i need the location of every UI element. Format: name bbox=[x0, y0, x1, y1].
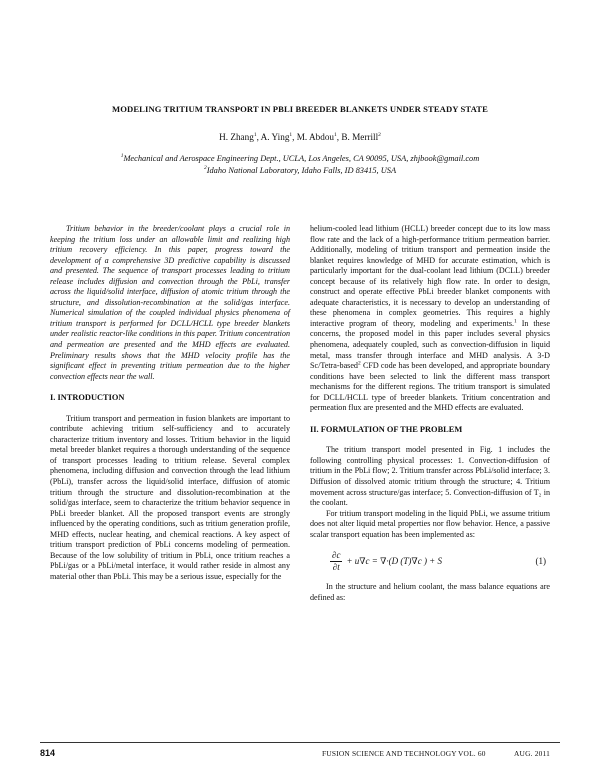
affiliation-text: Idaho National Laboratory, Idaho Falls, ID 83415, USA bbox=[206, 166, 397, 175]
equation-1 bbox=[330, 548, 550, 574]
affiliation-text: Mechanical and Aerospace Engineering Dept., UCLA, Los Angeles, CA 90095, USA, zhjbook@gmail.com bbox=[123, 154, 480, 163]
affiliation-mark: 1 bbox=[253, 131, 257, 138]
footer-divider bbox=[40, 742, 560, 743]
equation-fraction bbox=[330, 550, 342, 573]
author-name: H. Zhang bbox=[219, 132, 254, 142]
affiliation-2 bbox=[40, 166, 560, 175]
journal-date: AUG. 2011 bbox=[514, 749, 551, 758]
introduction-paragraph: Tritium transport and permeation in fusion blankets are important to contribute achieving tritium self-sufficiency and to accurately characterize tritium inventory and losses. Tritium behavior in the liquid metal breeder blanket requires a thorough understanding of the sequence of transport processes leading to tritium release. Several complex phenomena, including diffusion and convection through the lead lithium (PbLi), transfer across the liquid/solid interface, diffusion of atomic tritium through the structure and dissolution-recombination at the solid/gas interface, seem to characterize the tritium behavior sequence in PbLi breeder blanket. All the proposed transport events are strongly influenced by the operating conditions, such as tritium generation profile, MHD effects, nuclear heating, and chemical reactions. A key aspect of tritium transport prediction of PbLi concerns modeling of permeation. Because of the low solubility of tritium in PbLi, once tritium reaches a PbLi/gas or a PbLi/metal interface, it would rather reside in almost any material other than PbLi. This may be a serious issue, especially for the bbox=[50, 413, 290, 581]
journal-name: FUSION SCIENCE AND TECHNOLOGY bbox=[322, 749, 457, 758]
page-number: 814 bbox=[40, 748, 56, 758]
affiliation-mark: 2 bbox=[203, 165, 207, 172]
author-list: H. Zhang$^1$, A. Ying$^1$, M. Abdou$^1$, B. Merrill$^2$ bbox=[219, 131, 381, 142]
formulation-paragraph: The tritium transport model presented in Fig. 1 includes the following controlling physical processes: 1. Convection-diffusion of tritium in the PbLi flow; 2. Tritium transfer across PbLi/solid interface; 3. Diffusion of dissolved atomic tritium through the structure; 4. Tritium movement across structure/gas interface; 5. Convection-diffusion of T₂ in the coolant. bbox=[310, 445, 550, 508]
paragraph-text: helium-cooled lead lithium (HCLL) breeder concept due to its low mass flow rate and the lack of a high-performance tritium permeation barrier. Additionally, modeling of tritium transport and permeation inside the blanket requires knowledge of MHD for accurate estimation, which is particularly important for the dual-coolant lead lithium (DCLL) breeder concept because of its relatively high flow rate. In order to design, construct and operate effective PbLi breeder blanket components with adequate characteristics, it is necessary to develop an understanding of these phenomena in complex geometries. This requires a highly interactive program of theory, modeling and experiments. bbox=[310, 224, 550, 328]
equation-denominator: ∂t bbox=[332, 561, 340, 572]
author-name: M. Abdou bbox=[296, 132, 335, 142]
left-column bbox=[50, 224, 290, 583]
paragraph-text: In these concerns, the proposed model in this paper includes several physics phenomena, adequately coupled, such as convection-diffusion in liquid metal, mass transfer through interface and MHD analysis. A 3-D Sc/Tetra-based bbox=[310, 318, 551, 371]
right-column bbox=[310, 224, 550, 603]
reference-mark: 2 bbox=[357, 360, 361, 367]
equation-numerator: ∂c bbox=[332, 549, 341, 560]
mass-balance-paragraph: In the structure and helium coolant, the mass balance equations are defined as: bbox=[310, 582, 550, 602]
abstract: Tritium behavior in the breeder/coolant plays a crucial role in keeping the tritium loss under an allowable limit and realizing high tritium recovery efficiency. In this paper, progress toward the development of a comprehensive 3D predictive capability is discussed and presented. The sequence of transport processes leading to tritium release includes diffusion and convection through the PbLi, transfer across the liquid/solid interface, diffusion of atomic tritium through the structure, and dissolution-recombination at the solid/gas interface. Numerical simulation of the coupled individual physics phenomena of tritium transport is performed for DCLL/HCLL type breeder blankets under realistic reactor-like conditions in this paper. Tritium concentration and permeation are presented and the MHD effects are evaluated. Preliminary results shows that the MHD velocity profile has the significant effect in preventing tritium permeation due to the higher convection effects near the wall. bbox=[50, 224, 290, 381]
paragraph-text: CFD code has been developed, and appropriate boundary conditions have been selected to link the different mass transport mechanisms for the different regions. The tritium transport is simulated for DCLL/HCLL type of breeder blankets. Tritium concentration and permeation flux are presented and the MHD effects are evaluated. bbox=[310, 361, 550, 413]
equation-terms: + u∇c = ∇·(D (T)∇c ) + S bbox=[346, 556, 443, 567]
affiliation-mark: 2 bbox=[378, 131, 381, 138]
affiliation-mark: 1 bbox=[334, 131, 337, 138]
author-name: B. Merrill bbox=[341, 132, 379, 142]
affiliation-1 bbox=[40, 154, 560, 163]
equation-number: (1) bbox=[535, 556, 546, 567]
reference-mark: 1 bbox=[514, 318, 517, 325]
journal-volume: VOL. 60 bbox=[458, 749, 486, 758]
equation-body bbox=[330, 550, 442, 573]
section-heading-introduction: I. INTRODUCTION bbox=[50, 393, 125, 403]
affiliation-mark: 1 bbox=[120, 153, 124, 160]
introduction-continued-paragraph bbox=[310, 224, 550, 414]
paper-title: MODELING TRITIUM TRANSPORT IN PBLI BREEDER BLANKETS UNDER STEADY STATE bbox=[112, 104, 488, 114]
section-heading-formulation: II. FORMULATION OF THE PROBLEM bbox=[310, 424, 463, 434]
author-name: A. Ying bbox=[260, 132, 290, 142]
transport-model-paragraph: For tritium transport modeling in the liquid PbLi, we assume tritium does not alter liquid metal properties nor flow behavior. Hence, a passive scalar transport equation has been implemented as: bbox=[310, 508, 550, 539]
affiliation-mark: 1 bbox=[289, 131, 293, 138]
